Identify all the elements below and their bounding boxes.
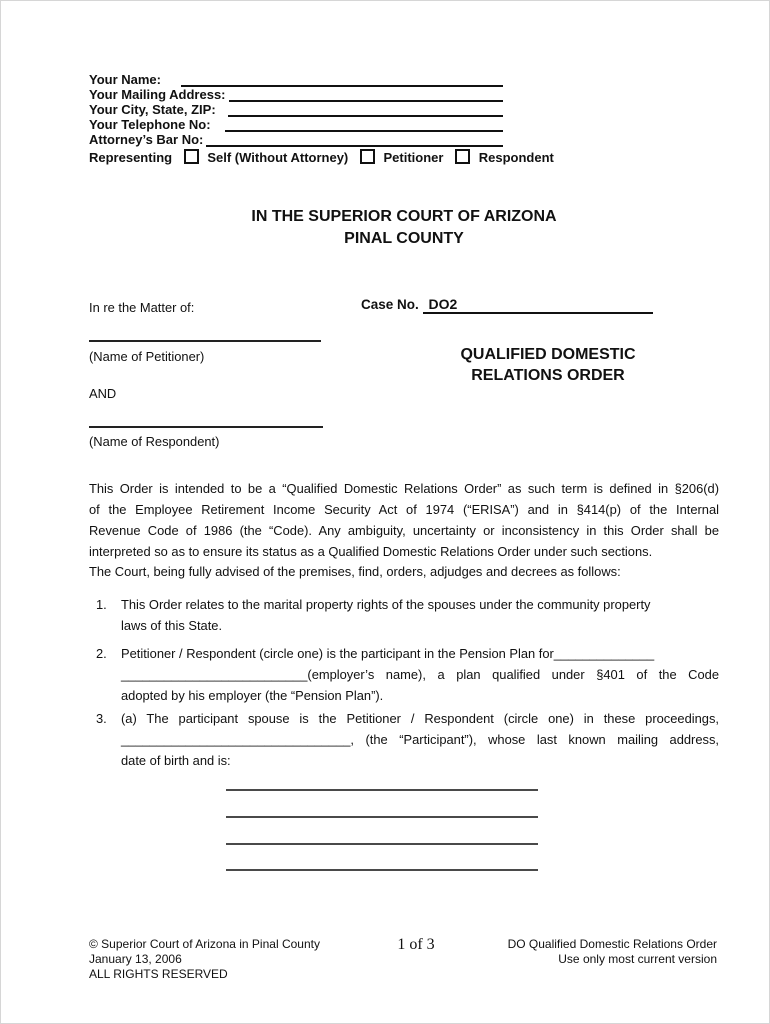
court-title-line2: PINAL COUNTY xyxy=(344,230,464,247)
in-re-label: In re the Matter of: xyxy=(89,300,195,315)
your-name-label: Your Name: xyxy=(89,72,161,87)
address-write-line-1[interactable] xyxy=(226,789,538,791)
footer-form-name: DO Qualified Domestic Relations Order xyxy=(507,937,717,951)
list-item-2 xyxy=(89,643,719,706)
item-number: 3. xyxy=(96,711,107,726)
order-title xyxy=(428,344,668,386)
header-fields xyxy=(89,72,503,147)
list-item-3 xyxy=(89,708,719,771)
bar-no-label: Attorney’s Bar No: xyxy=(89,132,204,147)
and-label: AND xyxy=(89,386,117,401)
order-title-line2: RELATIONS ORDER xyxy=(471,367,625,384)
city-state-zip-input-line[interactable] xyxy=(228,103,503,117)
respondent-caption: (Name of Respondent) xyxy=(89,434,220,449)
item-line: date of birth and is: xyxy=(121,753,231,768)
court-title xyxy=(89,206,719,250)
item-line: __________________________(employer’s name), a plan qualified under §401 of the Code xyxy=(121,667,719,682)
representing-option-self: Self (Without Attorney) xyxy=(207,150,349,165)
footer-version-note: Use only most current version xyxy=(558,952,717,966)
case-number-input-line[interactable]: DO2 xyxy=(423,296,653,314)
item-line: laws of this State. xyxy=(121,618,223,633)
item-line: (a) The participant spouse is the Petitioner / Respondent (circle one) in these proceedings, xyxy=(121,711,719,726)
bar-no-row xyxy=(89,132,503,147)
footer-form-id-block xyxy=(508,937,717,967)
telephone-label: Your Telephone No: xyxy=(89,117,211,132)
representing-label: Representing xyxy=(89,150,173,165)
court-title-line1: IN THE SUPERIOR COURT OF ARIZONA xyxy=(251,208,557,225)
case-number-label: Case No. xyxy=(361,297,419,312)
footer-copyright-block xyxy=(89,937,320,982)
checkbox-self[interactable] xyxy=(184,149,199,164)
item-number: 1. xyxy=(96,597,107,612)
item-number: 2. xyxy=(96,646,107,661)
footer-copyright-line: © Superior Court of Arizona in Pinal County xyxy=(89,937,320,951)
checkbox-respondent[interactable] xyxy=(455,149,470,164)
address-write-line-4[interactable] xyxy=(226,869,538,871)
case-number-row xyxy=(361,296,653,314)
checkbox-petitioner[interactable] xyxy=(360,149,375,164)
your-name-input-line[interactable] xyxy=(181,73,503,87)
address-write-line-2[interactable] xyxy=(226,816,538,818)
decrees-line: The Court, being fully advised of the premises, find, orders, adjudges and decrees as follows: xyxy=(89,564,621,579)
bar-no-input-line[interactable] xyxy=(206,133,503,147)
telephone-row xyxy=(89,117,503,132)
mailing-address-row xyxy=(89,87,503,102)
item-line: This Order relates to the marital property rights of the spouses under the community property xyxy=(121,597,651,612)
your-name-row xyxy=(89,72,503,87)
petitioner-name-line[interactable] xyxy=(89,340,321,342)
list-item-1 xyxy=(89,594,719,636)
mailing-address-label: Your Mailing Address: xyxy=(89,87,226,102)
footer-rights-line: ALL RIGHTS RESERVED xyxy=(89,967,228,981)
telephone-input-line[interactable] xyxy=(225,118,503,132)
representing-option-respondent: Respondent xyxy=(478,150,554,165)
item-line: Petitioner / Respondent (circle one) is the participant in the Pension Plan for______________ xyxy=(121,646,655,661)
intro-line: Revenue Code of 1986 (the “Code). Any ambiguity, uncertainty or inconsistency in this Order shall be xyxy=(89,523,719,538)
city-state-zip-row xyxy=(89,102,503,117)
respondent-name-line[interactable] xyxy=(89,426,323,428)
footer-date-line: January 13, 2006 xyxy=(89,952,182,966)
page-number: 1 of 3 xyxy=(397,936,435,953)
item-line: adopted by his employer (the “Pension Plan”). xyxy=(121,688,384,703)
item-text xyxy=(121,708,719,771)
item-text xyxy=(121,643,719,706)
intro-line: This Order is intended to be a “Qualified Domestic Relations Order” as such term is defined in §206(d) xyxy=(89,481,719,496)
city-state-zip-label: Your City, State, ZIP: xyxy=(89,102,216,117)
petitioner-caption: (Name of Petitioner) xyxy=(89,349,205,364)
representing-row xyxy=(89,147,554,165)
intro-paragraph xyxy=(89,478,719,562)
intro-line: interpreted so as to ensure its status as a Qualified Domestic Relations Order under such sections. xyxy=(89,544,653,559)
item-text xyxy=(121,594,719,636)
intro-line: of the Employee Retirement Income Security Act of 1974 (“ERISA”) and in §414(p) of the Internal xyxy=(89,502,719,517)
representing-option-petitioner: Petitioner xyxy=(383,150,444,165)
address-write-line-3[interactable] xyxy=(226,843,538,845)
item-line: ________________________________, (the “Participant”), whose last known mailing address, xyxy=(121,732,719,747)
mailing-address-input-line[interactable] xyxy=(229,88,503,102)
order-title-line1: QUALIFIED DOMESTIC xyxy=(460,346,636,363)
